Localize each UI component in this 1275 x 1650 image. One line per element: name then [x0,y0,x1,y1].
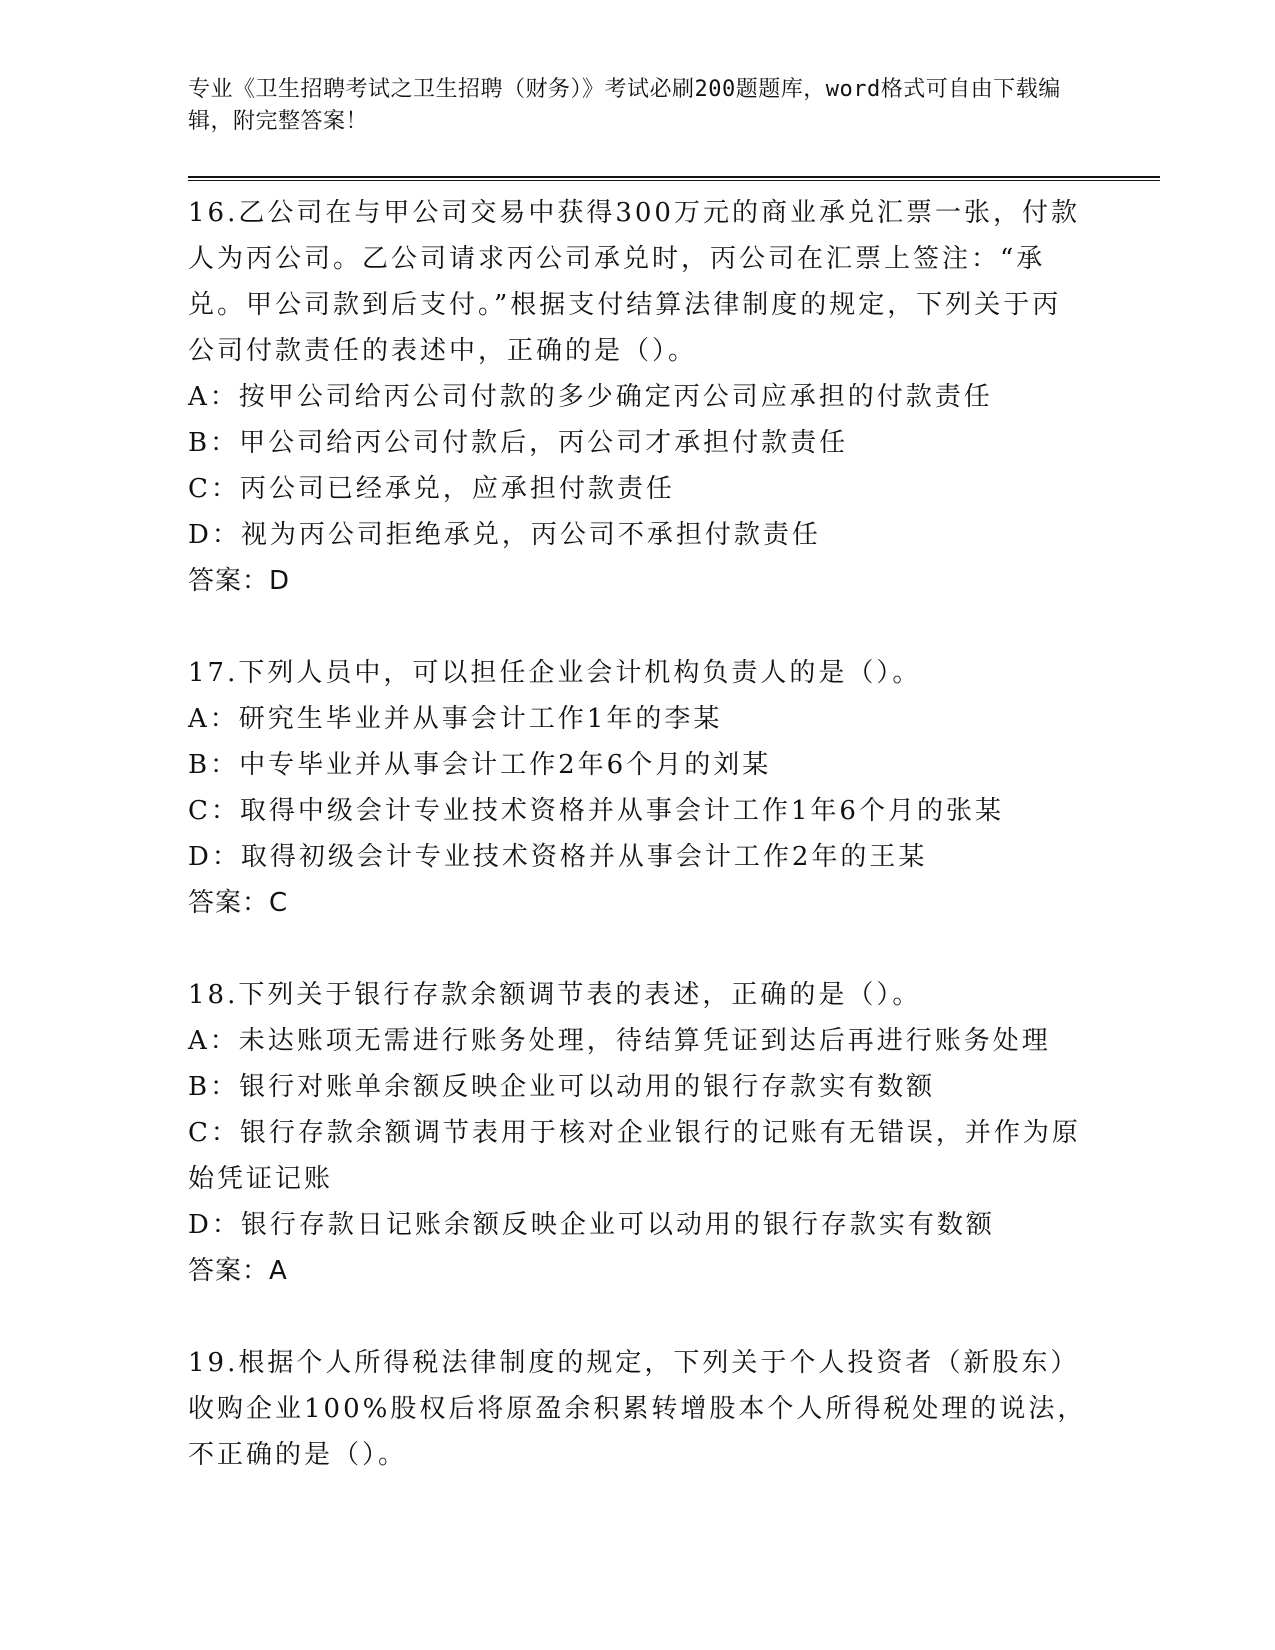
option-c: C：丙公司已经承兑，应承担付款责任 [188,474,675,504]
answer-line: 答案：A [188,1256,288,1286]
option-b: B：银行对账单余额反映企业可以动用的银行存款实有数额 [188,1072,936,1102]
divider-line-thin [188,180,1160,181]
option-b: B：甲公司给丙公司付款后，丙公司才承担付款责任 [188,428,849,458]
option-c: C：取得中级会计专业技术资格并从事会计工作1年6个月的张某 [188,796,1004,826]
answer-line: 答案：D [188,566,291,596]
question-17 [188,650,1088,926]
question-stem: 18.下列关于银行存款余额调节表的表述，正确的是（）。 [188,980,922,1010]
question-18 [188,972,1088,1294]
document-header: 专业《卫生招聘考试之卫生招聘（财务）》考试必刷200题题库，word格式可自由下载编辑，附完整答案！ [188,77,1061,134]
question-stem: 16.乙公司在与甲公司交易中获得300万元的商业承兑汇票一张，付款人为丙公司。乙公司请求丙公司承兑时，丙公司在汇票上签注：“承兑。甲公司款到后支付。”根据支付结算法律制度的规定，下列关于丙公司付款责任的表述中，正确的是（）。 [188,198,1080,366]
option-a: A：研究生毕业并从事会计工作1年的李某 [188,704,723,734]
option-b: B：中专毕业并从事会计工作2年6个月的刘某 [188,750,772,780]
option-d: D：取得初级会计专业技术资格并从事会计工作2年的王某 [188,842,928,872]
question-16 [188,190,1088,604]
question-stem: 19.根据个人所得税法律制度的规定，下列关于个人投资者（新股东）收购企业100%股权后将原盈余积累转增股本个人所得税处理的说法，不正确的是（）。 [188,1348,1087,1470]
option-a: A：未达账项无需进行账务处理，待结算凭证到达后再进行账务处理 [188,1026,1051,1056]
question-19 [188,1340,1088,1478]
question-list [188,190,1088,1478]
option-c: C：银行存款余额调节表用于核对企业银行的记账有无错误，并作为原始凭证记账 [188,1118,1081,1194]
option-d: D：视为丙公司拒绝承兑，丙公司不承担付款责任 [188,520,821,550]
option-a: A：按甲公司给丙公司付款的多少确定丙公司应承担的付款责任 [188,382,993,412]
option-d: D：银行存款日记账余额反映企业可以动用的银行存款实有数额 [188,1210,995,1240]
divider-line-thick [188,176,1160,178]
header-divider [188,176,1160,182]
answer-line: 答案：C [188,888,289,918]
question-stem: 17.下列人员中，可以担任企业会计机构负责人的是（）。 [188,658,922,688]
